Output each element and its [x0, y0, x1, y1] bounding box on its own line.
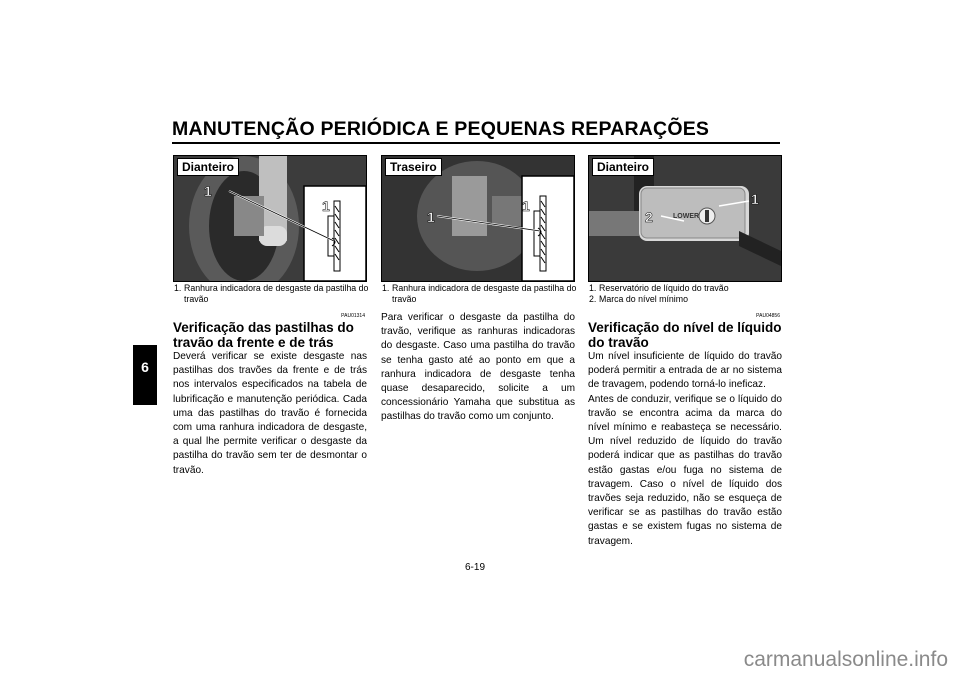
watermark-footer: carmanualsonline.info: [743, 648, 948, 671]
section-body-fluid: [588, 350, 782, 549]
front-callout-1: 1: [204, 183, 212, 199]
figure-label-rear: Traseiro: [385, 158, 442, 176]
figure-label-front: Dianteiro: [177, 158, 239, 176]
reservoir-callout-1: 1: [751, 191, 759, 207]
figure-2-caption: 1. Ranhura indicadora de desgaste da pastilha do travão: [382, 283, 577, 304]
brake-fluid-reservoir-photo: [588, 155, 782, 282]
section-body-pads-col1: Deverá verificar se existe desgaste nas pastilhas dos travões da frente e de trás nos intervalos especificados na tabela de lubrificação e manutenção periódica. Cada uma das pastilhas do travão é fornecida com uma ranhura indicadora de desgaste, a qual lhe permite verificar o desgaste da pastilha do travão sem ter de desmontar o travão.: [173, 351, 367, 476]
front-brake-pad-photo: [173, 155, 367, 282]
section-body-pads-col2: Para verificar o desgaste da pastilha do travão, verifique as ranhuras indicadoras do desgaste. Caso uma pastilha do travão se tenha gasto até ao ponto em que a ranhura indicadora de desgaste tenha quase desaparecido, solicite a um concessionário Yamaha que substitua as pastilhas do travão como um conjunto.: [381, 312, 575, 423]
section-heading-fluid: Verificação do nível de líquido do travão: [588, 320, 782, 350]
fluid-paragraph-1: Um nível insuficiente de líquido do travão poderá permitir a entrada de ar no sistema de travagem, podendo torná-lo ineficaz.: [588, 351, 782, 391]
reservoir-lower-text: LOWER: [673, 213, 700, 220]
title-rule: [172, 142, 780, 144]
rear-brake-pad-photo: [381, 155, 575, 282]
section-code-fluid: PAU04856: [756, 313, 780, 319]
reservoir-callout-2: 2: [645, 209, 653, 225]
rear-callout-1: 1: [427, 209, 435, 225]
chapter-tab: 6: [133, 345, 157, 405]
rear-callout-1b: 1: [522, 198, 530, 214]
figure-3-caption: 1. Reservatório de líquido do travão 2. Marca do nível mínimo: [589, 283, 729, 304]
page-number: 6-19: [465, 562, 486, 573]
fluid-paragraph-2: Antes de conduzir, verifique se o líquido do travão se encontra acima da marca do nível mínimo e reabasteça se necessário. Um nível reduzido de líquido do travão poderá indicar que as pastilhas do travão estão gastas e/ou fuga no sistema de travagem. Caso o nível de líquido dos travões seja reduzido, não se esqueça de verificar se as pastilhas do travão estão gastas e se existem fugas no sistema de travagem.: [588, 393, 782, 547]
figure-label-front-reservoir: Dianteiro: [592, 158, 654, 176]
front-callout-1b: 1: [322, 198, 330, 214]
figure-1-caption: 1. Ranhura indicadora de desgaste da pastilha do travão: [174, 283, 369, 304]
section-code-pads: PAU01314: [341, 313, 365, 319]
page-title: MANUTENÇÃO PERIÓDICA E PEQUENAS REPARAÇÕES: [172, 118, 710, 140]
section-heading-pads: Verificação das pastilhas do travão da frente e de trás: [173, 320, 354, 350]
